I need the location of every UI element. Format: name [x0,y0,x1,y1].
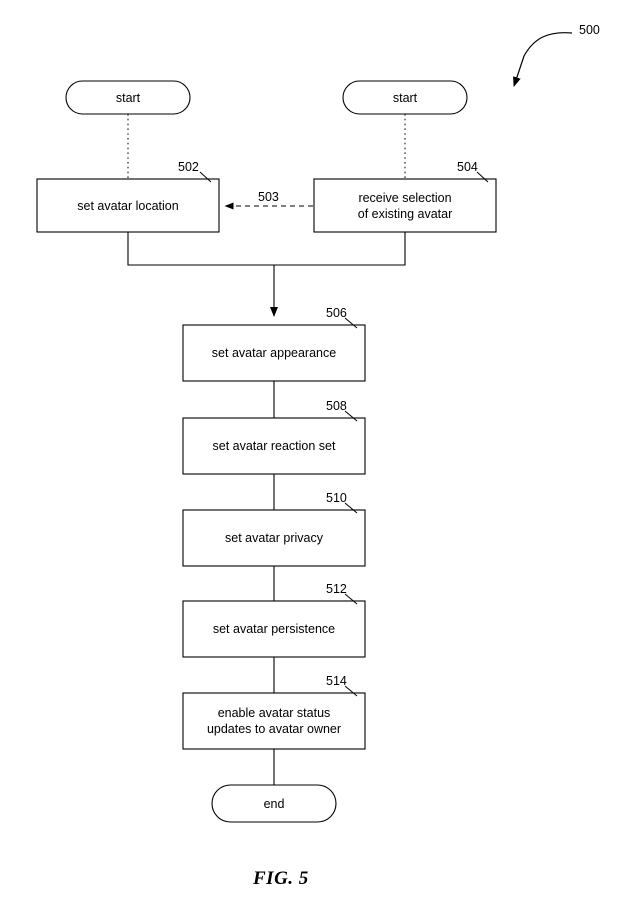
ref-510: 510 [326,491,347,505]
ref-502: 502 [178,160,199,174]
ref-512: 512 [326,582,347,596]
node-set-avatar-appearance-label: set avatar appearance [211,346,337,360]
node-start-left-label: start [115,90,141,105]
figure-caption: FIG. 5 [253,868,309,889]
node-set-avatar-reaction-set-label: set avatar reaction set [212,439,336,453]
node-set-avatar-privacy-label: set avatar privacy [225,531,323,545]
node-receive-selection-label: receive selection of existing avatar [357,190,453,221]
ref-503: 503 [258,190,279,204]
ref-500: 500 [579,23,600,37]
ref-506: 506 [326,306,347,320]
ref-504: 504 [457,160,478,174]
node-end-label: end [263,796,285,811]
ref-514: 514 [326,674,347,688]
node-set-avatar-location-label: set avatar location [77,198,179,213]
node-set-avatar-persistence-label: set avatar persistence [212,622,336,636]
node-start-right-label: start [392,90,418,105]
node-enable-avatar-status-updates-label: enable avatar status updates to avatar owner [206,706,342,736]
ref-508: 508 [326,399,347,413]
